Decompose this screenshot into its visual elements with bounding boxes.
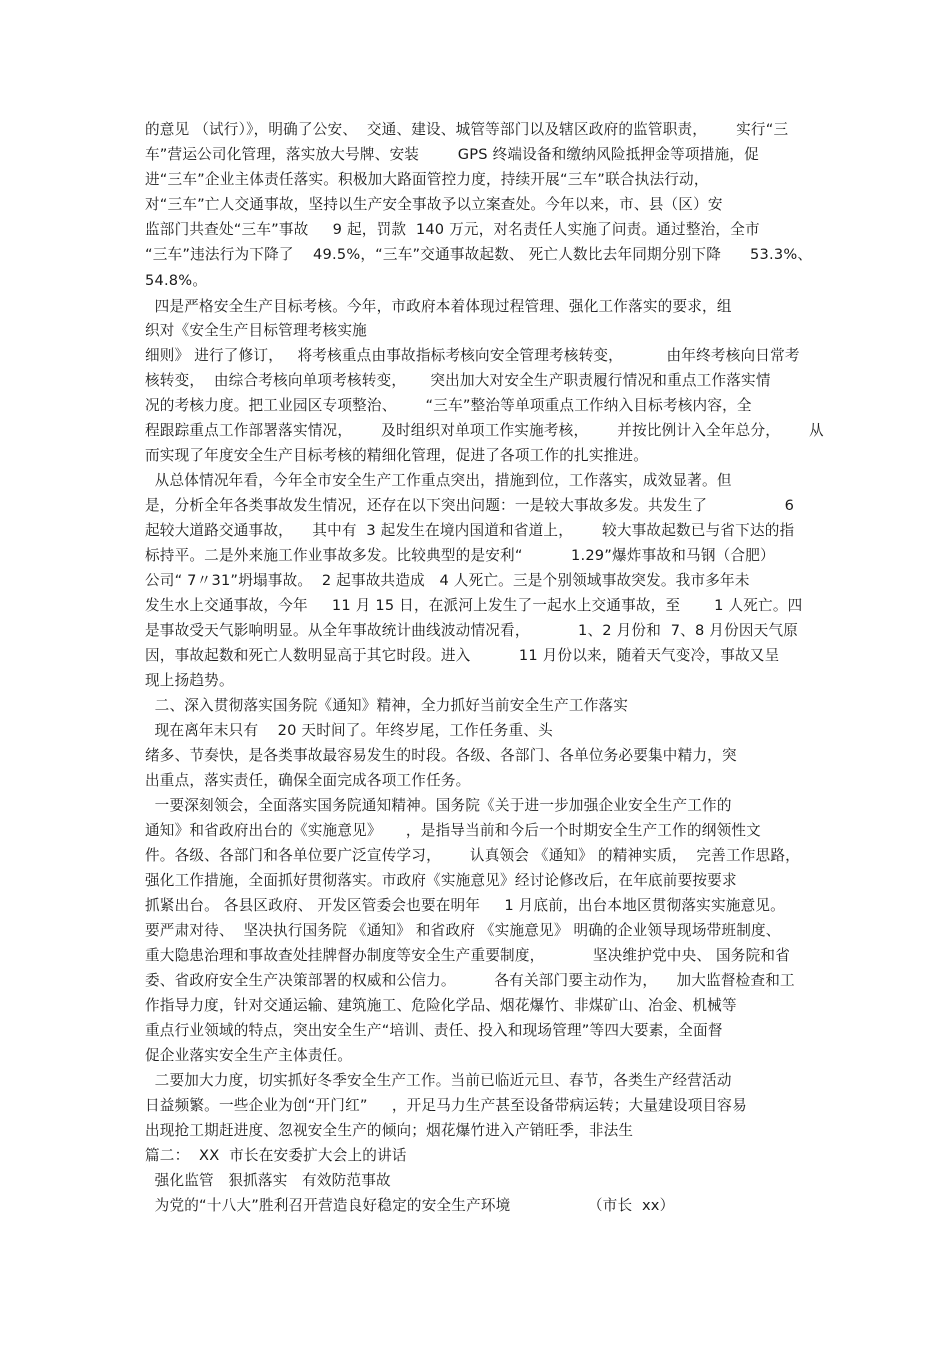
- text-line: 强化工作措施，全面抓好贯彻落实。市政府《实施意见》经讨论修改后，在年底前要按要求: [145, 872, 737, 889]
- text-line: 监部门共查处“三车”事故 9 起，罚款 140 万元，对名责任人实施了问责。通过整治，全市: [145, 221, 760, 238]
- text-line: 因，事故起数和死亡人数明显高于其它时段。进入 11 月份以来，随着天气变冷，事故又呈: [145, 647, 780, 664]
- subtitle: 强化监管 狠抓落实 有效防范事故: [145, 1172, 391, 1189]
- text-line: 进“三车”企业主体责任落实。积极加大路面管控力度，持续开展“三车”联合执法行动，: [145, 171, 709, 188]
- text-line: 日益频繁。一些企业为创“开门红” ，开足马力生产甚至设备带病运转；大量建设项目容易: [145, 1097, 747, 1114]
- text-line: 54.8%。: [145, 272, 208, 289]
- text-line: 重点行业领域的特点，突出安全生产“培训、责任、投入和现场管理”等四大要素，全面督: [145, 1022, 723, 1039]
- text-line: 要严肃对待、 坚决执行国务院 《通知》 和省政府 《实施意见》 明确的企业领导现场带班制度、: [145, 922, 781, 939]
- text-line: 二要加大力度，切实抓好冬季安全生产工作。当前已临近元旦、春节，各类生产经营活动: [145, 1072, 732, 1089]
- text-line: 通知》和省政府出台的《实施意见》 ，是指导当前和今后一个时期安全生产工作的纲领性文: [145, 822, 761, 839]
- text-line: 绪多、节奏快，是各类事故最容易发生的时段。各级、各部门、各单位务必要集中精力，突: [145, 747, 737, 764]
- subtitle: 为党的“十八大”胜利召开营造良好稳定的安全生产环境 （市长 xx）: [145, 1197, 675, 1214]
- text-line: 程跟踪重点工作部署落实情况， 及时组织对单项工作实施考核， 并按比例计入全年总分， 从: [145, 422, 824, 439]
- text-line: 重大隐患治理和事故查处挂牌督办制度等安全生产重要制度， 坚决维护党中央、 国务院和省: [145, 947, 790, 964]
- text-line: 作指导力度，针对交通运输、建筑施工、危险化学品、烟花爆竹、非煤矿山、冶金、机械等: [145, 997, 737, 1014]
- text-line: 起较大道路交通事故， 其中有 3 起发生在境内国道和省道上， 较大事故起数已与省下达的指: [145, 522, 795, 539]
- text-line: 对“三车”亡人交通事故，坚持以生产安全事故予以立案查处。今年以来，市、县（区）安: [145, 196, 723, 213]
- text-line: 况的考核力度。把工业园区专项整治、 “三车”整治等单项重点工作纳入目标考核内容，全: [145, 397, 752, 414]
- text-line: 一要深刻领会，全面落实国务院通知精神。国务院《关于进一步加强企业安全生产工作的: [145, 797, 732, 814]
- text-line: 是事故受天气影响明显。从全年事故统计曲线波动情况看， 1、2 月份和 7、8 月份因天气原: [145, 622, 799, 639]
- text-line: 发生水上交通事故，今年 11 月 15 日，在派河上发生了一起水上交通事故，至 1 人死亡。四: [145, 597, 803, 614]
- text-line: 从总体情况年看，今年全市安全生产工作重点突出，措施到位，工作落实，成效显著。但: [145, 472, 732, 489]
- text-line: 出现抢工期赶进度、忽视安全生产的倾向；烟花爆竹进入产销旺季，非法生: [145, 1122, 634, 1139]
- text-line: 抓紧出台。 各县区政府、 开发区管委会也要在明年 1 月底前，出台本地区贯彻落实实施意见。: [145, 897, 785, 914]
- text-line: 出重点，落实责任，确保全面完成各项工作任务。: [145, 772, 471, 789]
- text-line: 四是严格安全生产目标考核。今年，市政府本着体现过程管理、强化工作落实的要求，组: [145, 298, 732, 315]
- text-line: 标持平。二是外来施工作业事故多发。比较典型的是安利“ 1.29”爆炸事故和马钢（合肥）: [145, 547, 775, 564]
- text-line: 现上扬趋势。: [145, 672, 234, 689]
- text-line: 件。各级、各部门和各单位要广泛宣传学习， 认真领会 《通知》 的精神实质， 完善工作思路，: [145, 847, 800, 864]
- chapter-title: 篇二： XX 市长在安委扩大会上的讲话: [145, 1147, 407, 1164]
- text-line: 委、省政府安全生产决策部署的权威和公信力。 各有关部门要主动作为， 加大监督检查和工: [145, 972, 795, 989]
- text-line: 车”营运公司化管理，落实放大号牌、安装 GPS 终端设备和缴纳风险抵押金等项措施，促: [145, 146, 759, 163]
- text-line: 而实现了年度安全生产目标考核的精细化管理，促进了各项工作的扎实推进。: [145, 447, 648, 464]
- text-line: 公司“ 7〃31”坍塌事故。 2 起事故共造成 4 人死亡。三是个别领域事故突发。我市多年未: [145, 572, 750, 589]
- section-heading: 二、深入贯彻落实国务院《通知》精神，全力抓好当前安全生产工作落实: [145, 697, 629, 714]
- text-line: “三车”违法行为下降了 49.5%，“三车”交通事故起数、 死亡人数比去年同期分别下降 53.3%、: [145, 246, 813, 263]
- text-line: 现在离年末只有 20 天时间了。年终岁尾，工作任务重、头: [145, 722, 553, 739]
- text-line: 细则》 进行了修订， 将考核重点由事故指标考核向安全管理考核转变， 由年终考核向日常考: [145, 347, 800, 364]
- text-line: 织对《安全生产目标管理考核实施: [145, 322, 367, 339]
- text-line: 的意见 （试行）》，明确了公安、 交通、建设、城管等部门以及辖区政府的监管职责， 实行“三: [145, 121, 789, 138]
- text-line: 促企业落实安全生产主体责任。: [145, 1047, 353, 1064]
- text-line: 是，分析全年各类事故发生情况，还存在以下突出问题：一是较大事故多发。共发生了 6: [145, 497, 795, 514]
- text-line: 核转变， 由综合考核向单项考核转变， 突出加大对安全生产职责履行情况和重点工作落实情: [145, 372, 771, 389]
